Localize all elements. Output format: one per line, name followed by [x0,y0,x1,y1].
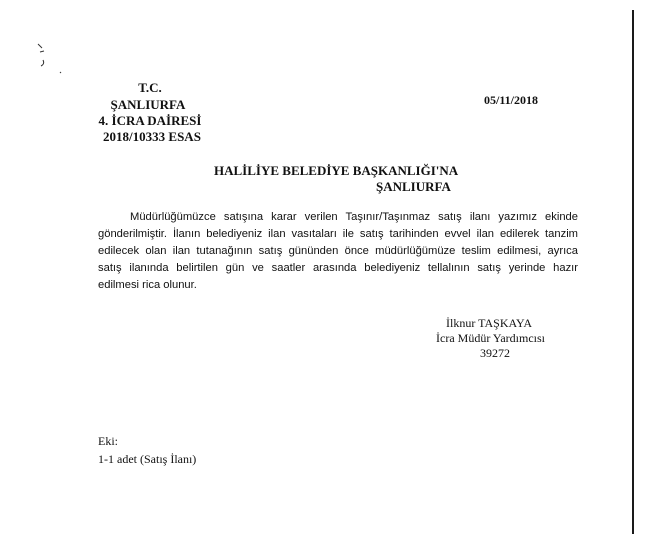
body-line: edilmesi rica olunur. [98,279,197,291]
header-department: 4. İCRA DAİRESİ [98,113,202,128]
body-line: Müdürlüğümüzce satışına karar verilen Taşınır/Taşınmaz satış ilanı yazımız ekinde [130,211,578,223]
header-country: T.C. [138,80,162,95]
attachment-item: 1-1 adet (Satış İlanı) [98,452,197,466]
body-line: gönderilmiştir. İlanın belediyeniz ilan vasıtaları ile satış tarihinden evvel ilan edilerek tanzim [98,228,578,240]
signatory-registry-number: 39272 [480,346,510,360]
header-city: ŞANLIURFA [110,97,186,112]
body-line: satış ilanında belirtilen gün ve saatler arasında belediyeniz tellalının satış yerinde hazır [98,262,578,274]
body-line: edilecek olan ilan tutanağının satış gününden önce müdürlüğümüze teslim edilmesi, ayrıca [98,245,578,257]
signatory-title: İcra Müdür Yardımcısı [436,331,545,345]
recipient-name: HALİLİYE BELEDİYE BAŞKANLIĞI'NA [214,163,459,178]
scan-mark [34,38,64,78]
letter-body [98,209,578,294]
signatory-name: İlknur TAŞKAYA [446,316,533,330]
attachments-label: Eki: [98,434,118,448]
page-edge [632,10,634,534]
header-file-number: 2018/10333 ESAS [103,129,201,144]
document-date: 05/11/2018 [484,93,539,107]
recipient-city: ŞANLIURFA [376,179,451,194]
